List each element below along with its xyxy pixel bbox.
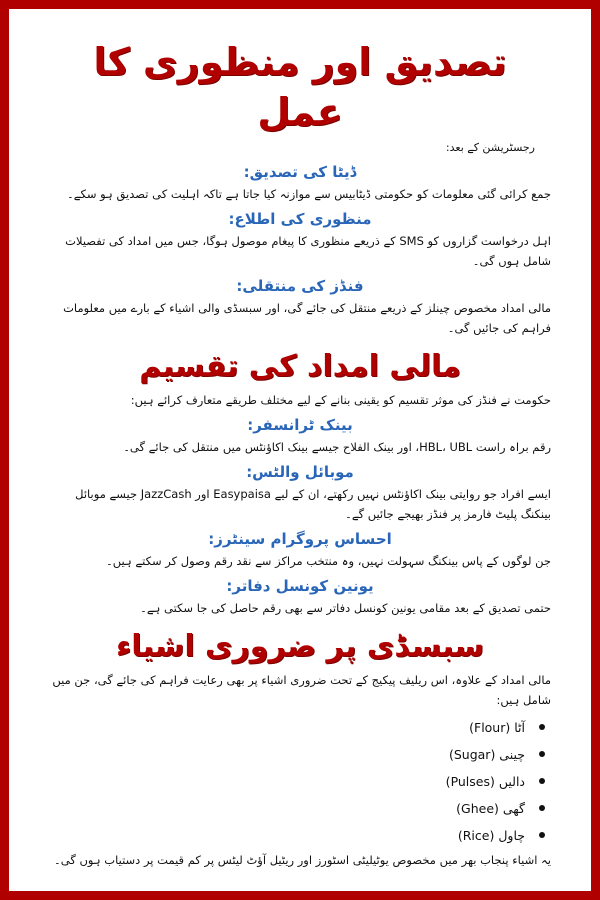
subsidy-footer: یہ اشیاء پنجاب بھر میں مخصوص یوٹیلیٹی اسٹورز اور ریٹیل آؤٹ لیٹس پر کم قیمت پر دستیاب ہوں گی۔ [54,853,551,867]
bullet-icon [539,751,545,757]
distribution-intro: حکومت نے فنڈز کی موثر تقسیم کو یقینی بنانے کے لیے مختلف طریقے متعارف کرائے ہیں: [130,393,551,407]
intro-text: رجسٹریشن کے بعد: [445,141,535,154]
text-mobile-wallets: ایسے افراد جو روایتی بینک اکاؤنٹس نہیں رکھتے، ان کے لیے Easypaisa اور JazzCash جیسے موبائل بینکنگ پلیٹ فارمز پر فنڈز بھیجے جائیں گے۔ [75,487,551,521]
text-union-council: حتمی تصدیق کے بعد مقامی یونین کونسل دفاتر سے بھی رقم حاصل کی جا سکتی ہے۔ [140,601,551,615]
heading-bank-transfer: بینک ٹرانسفر: [247,416,353,434]
item-label: چاول (Rice) [457,828,525,843]
main-title: تصدیق اور منظوری کا عمل [93,40,507,134]
bullet-icon [539,832,545,838]
list-item [49,714,551,741]
heading-mobile-wallets: موبائل والٹس: [246,463,354,481]
heading-data-verification: ڈیٹا کی تصدیق: [243,163,357,181]
item-label: چینی (Sugar) [448,747,525,762]
subsidy-items-list [49,714,551,849]
heading-union-council: یونین کونسل دفاتر: [226,577,374,595]
list-item [49,822,551,849]
bullet-icon [539,724,545,730]
distribution-title: مالی امداد کی تقسیم [139,349,461,384]
verification-section [49,161,551,338]
bullet-icon [539,805,545,811]
list-item [49,741,551,768]
text-data-verification: جمع کرائی گئی معلومات کو حکومتی ڈیٹابیس سے موازنہ کیا جاتا ہے تاکہ اہلیت کی تصدیق ہو سکے۔ [67,187,551,201]
list-item [49,795,551,822]
document-body [49,37,551,879]
subsidy-title: سبسڈی پر ضروری اشیاء [115,629,485,664]
list-item [49,768,551,795]
text-approval-notice: اہل درخواست گزاروں کو SMS کے ذریعے منظوری کا پیغام موصول ہوگا، جس میں امداد کی تفصیلات شامل ہوں گی۔ [65,234,551,268]
heading-approval-notice: منظوری کی اطلاع: [228,210,372,228]
heading-funds-transfer: فنڈز کی منتقلی: [236,277,364,295]
item-label: دالیں (Pulses) [445,774,525,789]
heading-ehsaas-centers: احساس پروگرام سینٹرز: [208,530,392,548]
text-ehsaas-centers: جن لوگوں کے پاس بینکنگ سہولت نہیں، وہ منتخب مراکز سے نقد رقم وصول کر سکتے ہیں۔ [106,554,551,568]
distribution-methods [49,414,551,618]
text-bank-transfer: رقم براہ راست HBL، UBL، اور بینک الفلاح جیسے بینک اکاؤنٹس میں منتقل کی جائے گی۔ [123,440,551,454]
text-funds-transfer: مالی امداد مخصوص چینلز کے ذریعے منتقل کی جائے گی، اور سبسڈی والی اشیاء کے بارے میں معلومات فراہم کی جائیں گی۔ [63,301,551,335]
subsidy-intro: مالی امداد کے علاوہ، اس ریلیف پیکیج کے تحت ضروری اشیاء پر بھی رعایت فراہم کی جائے گی، جن میں شامل ہیں: [52,673,551,707]
item-label: گھی (Ghee) [456,801,525,816]
bullet-icon [539,778,545,784]
item-label: آٹا (Flour) [469,720,525,735]
